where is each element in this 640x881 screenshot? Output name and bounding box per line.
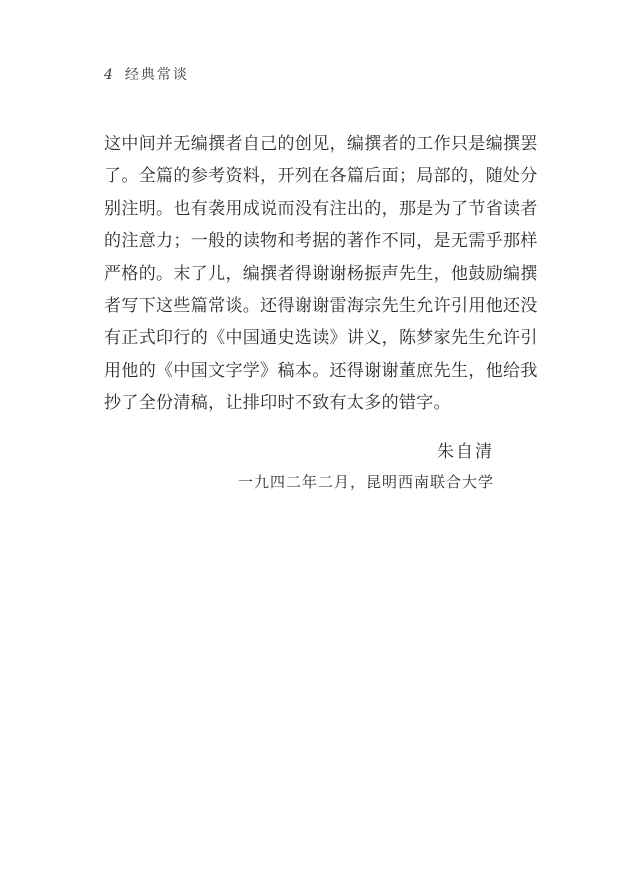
text-line: 的注意力；一般的读物和考据的著作不同，是无需乎那样 bbox=[104, 231, 538, 252]
text-line: 严格的。末了儿，编撰者得谢谢杨振声先生，他鼓励编撰 bbox=[104, 263, 538, 284]
text-line: 别注明。也有袭用成说而没有注出的，那是为了节省读者 bbox=[104, 198, 538, 219]
text-line: 者写下这些篇常谈。还得谢谢雷海宗先生允许引用他还没 bbox=[104, 295, 538, 316]
book-title: 经典常谈 bbox=[124, 67, 189, 83]
running-header bbox=[104, 66, 189, 84]
text-line: 有正式印行的《中国通史选读》讲义，陈梦家先生允许引 bbox=[104, 328, 538, 349]
text-line: 了。全篇的参考资料，开列在各篇后面；局部的，随处分 bbox=[104, 166, 538, 187]
text-line: 这中间并无编撰者自己的创见，编撰者的工作只是编撰罢 bbox=[104, 134, 538, 154]
page-number: 4 bbox=[104, 67, 113, 83]
text-line: 用他的《中国文字学》稿本。还得谢谢董庶先生，他给我 bbox=[104, 360, 538, 381]
author-signature: 朱自清 bbox=[437, 442, 494, 462]
text-line: 抄了全份清稿，让排印时不致有太多的错字。 bbox=[104, 393, 451, 414]
dateline: 一九四二年二月，昆明西南联合大学 bbox=[237, 473, 494, 491]
body-paragraph bbox=[104, 128, 538, 420]
